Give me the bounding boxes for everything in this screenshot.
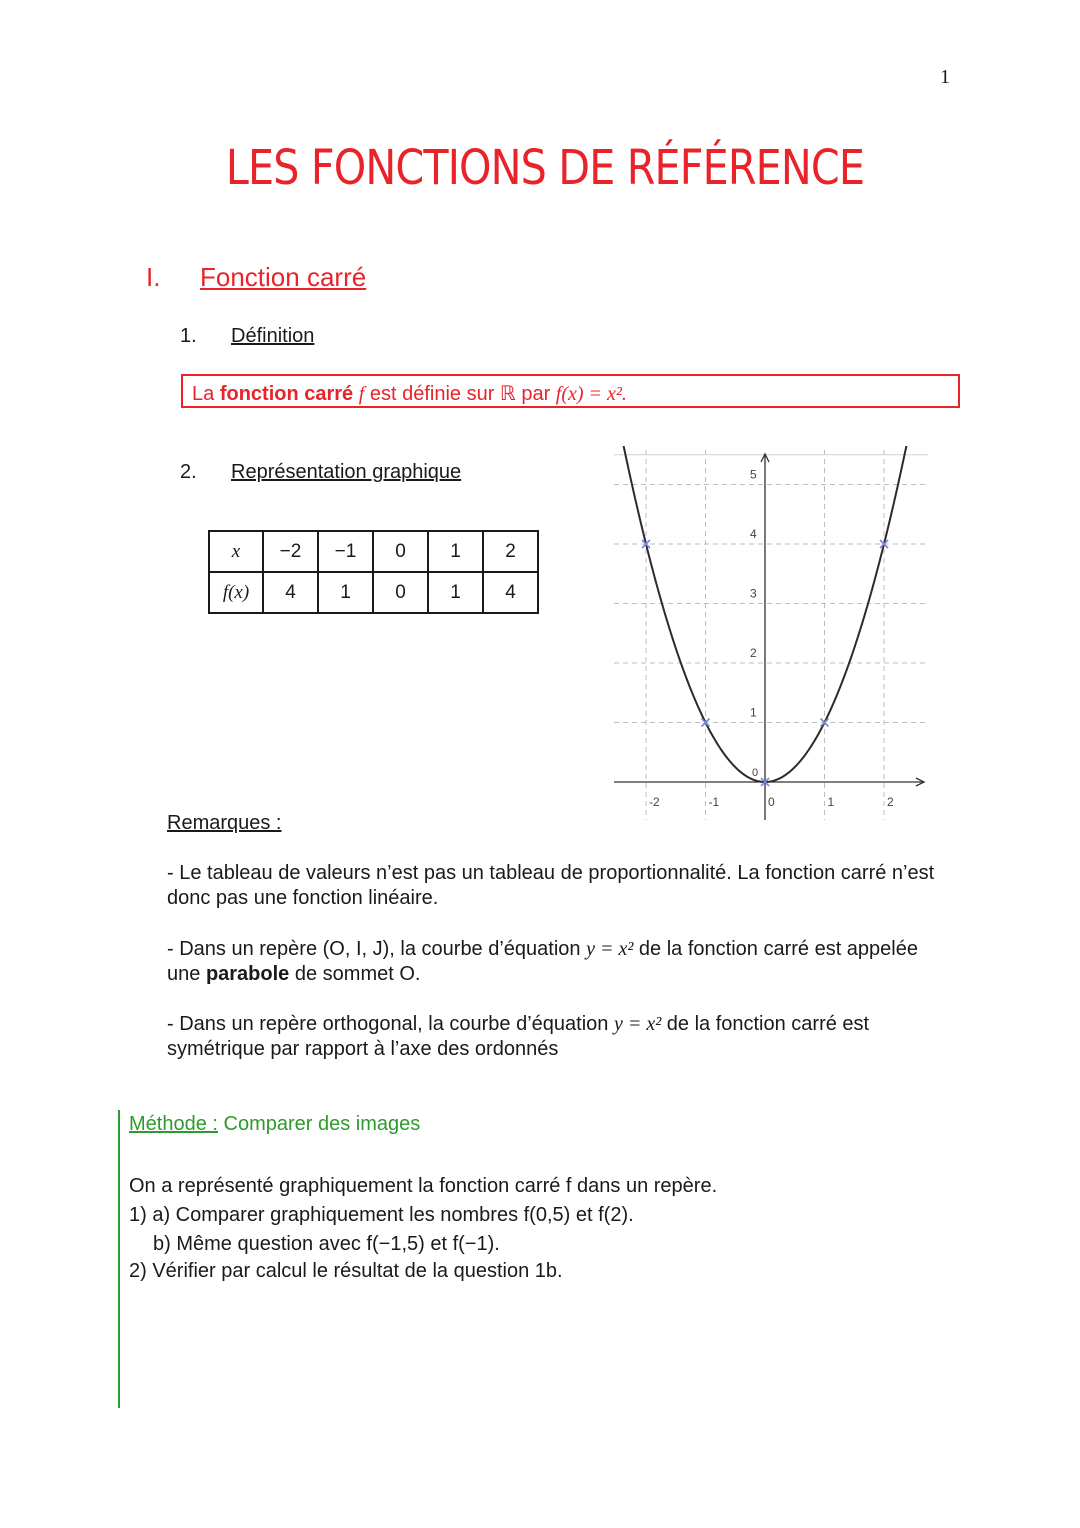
subsection-2-title: Représentation graphique bbox=[231, 461, 462, 483]
y-tick-label: 5 bbox=[750, 467, 757, 482]
remark-2: - Dans un repère (O, I, J), la courbe d’équation y = x² de la fonction carré est appelée une parabole de sommet O. bbox=[167, 938, 918, 985]
method-sidebar bbox=[118, 1110, 120, 1408]
subsection-2-number: 2. bbox=[180, 461, 197, 483]
y-tick-label: 3 bbox=[750, 586, 757, 601]
table-row-x bbox=[209, 531, 538, 572]
table-header-x: x bbox=[209, 531, 263, 572]
y-tick-label: 0 bbox=[752, 767, 759, 779]
method-line-1: On a représenté graphiquement la fonction carré f dans un repère. bbox=[129, 1175, 718, 1197]
section-number: I. bbox=[146, 262, 161, 292]
values-table bbox=[208, 530, 539, 614]
x-tick-label: 0 bbox=[768, 795, 775, 809]
table-cell: 1 bbox=[318, 572, 373, 613]
table-row-fx bbox=[209, 572, 538, 613]
method-title: Méthode : Comparer des images bbox=[129, 1113, 421, 1135]
method-line-4: 2) Vérifier par calcul le résultat de la question 1b. bbox=[129, 1260, 563, 1282]
table-cell: 2 bbox=[483, 531, 538, 572]
x-tick-label: 1 bbox=[827, 795, 835, 809]
table-cell: 1 bbox=[428, 531, 483, 572]
page-title: LES FONCTIONS DE RÉFÉRENCE bbox=[225, 140, 865, 196]
parabola-graph bbox=[612, 446, 932, 824]
table-cell: 1 bbox=[428, 572, 483, 613]
table-cell: −1 bbox=[318, 531, 373, 572]
subsection-1-title: Définition bbox=[231, 325, 315, 347]
method-line-2: 1) a) Comparer graphiquement les nombres f(0,5) et f(2). bbox=[129, 1204, 634, 1226]
page-number: 1 bbox=[940, 66, 950, 88]
subsection-1-number: 1. bbox=[180, 325, 197, 347]
x-tick-label: 2 bbox=[887, 795, 894, 809]
table-header-fx: f(x) bbox=[209, 572, 263, 613]
remarks-title: Remarques : bbox=[167, 812, 282, 834]
remark-1: - Le tableau de valeurs n’est pas un tableau de proportionnalité. La fonction carré n’est donc pas une fonction linéaire. bbox=[167, 862, 935, 909]
table-cell: 4 bbox=[483, 572, 538, 613]
table-cell: 0 bbox=[373, 531, 428, 572]
y-tick-label: 4 bbox=[750, 527, 757, 541]
parabola-curve bbox=[619, 446, 914, 782]
x-tick-label: -1 bbox=[708, 795, 720, 809]
table-cell: −2 bbox=[263, 531, 318, 572]
remark-3: - Dans un repère orthogonal, la courbe d’équation y = x² de la fonction carré est symétrique par rapport à l’axe des ordonnés bbox=[167, 1013, 870, 1060]
table-cell: 4 bbox=[263, 572, 318, 613]
definition-text: La fonction carré f est définie sur ℝ par f(x) = x². bbox=[192, 383, 627, 405]
table-cell: 0 bbox=[373, 572, 428, 613]
y-tick-label: 2 bbox=[750, 646, 757, 660]
y-tick-label: 1 bbox=[750, 705, 757, 720]
section-title: Fonction carré bbox=[200, 262, 367, 292]
x-tick-label: -2 bbox=[649, 795, 660, 809]
method-line-3: b) Même question avec f(−1,5) et f(−1). bbox=[153, 1233, 500, 1255]
